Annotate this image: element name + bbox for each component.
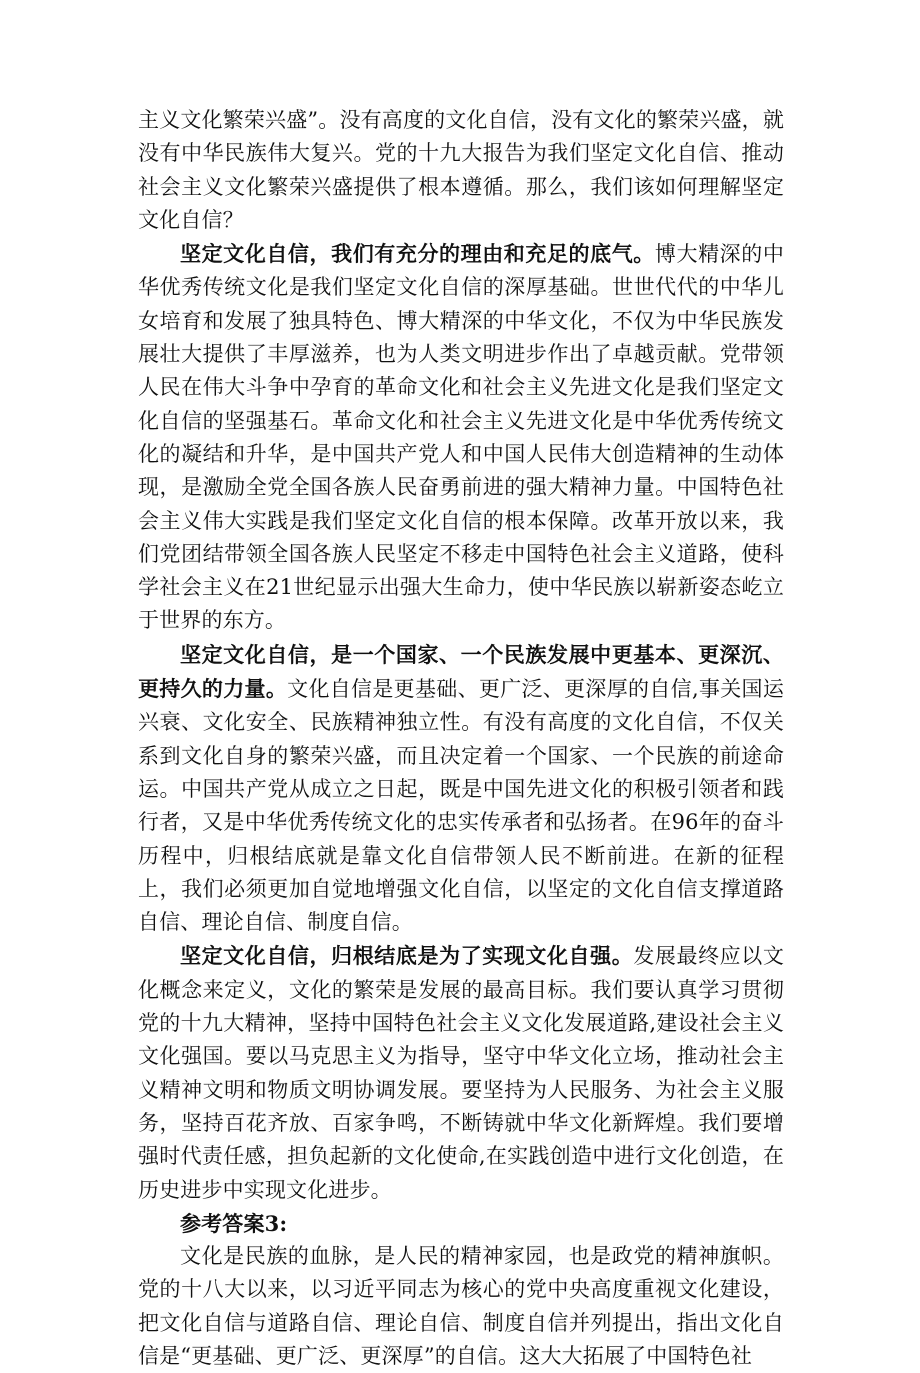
paragraph-text: 主义文化繁荣兴盛”。没有高度的文化自信，没有文化的繁荣兴盛，就没有中华民族伟大复兴。党的十九大报告为我们坚定文化自信、推动社会主义文化繁荣兴盛提供了根本遵循。那么，我们该如何理解坚定文化自信？ <box>138 108 784 232</box>
answer-heading: 参考答案3: <box>180 1210 288 1236</box>
paragraph-answer-3: 文化是民族的血脉，是人民的精神家园，也是政党的精神旗帜。党的十八大以来，以习近平同志为核心的党中央高度重视文化建设，把文化自信与道路自信、理论自信、制度自信并列提出，指出文化自信是“更基础、更广泛、更深厚”的自信。这大大拓展了中国特色社 <box>138 1244 784 1368</box>
paragraph-deeper-force <box>138 638 784 940</box>
paragraph-text: 发展最终应以文化概念来定义，文化的繁荣是发展的最高目标。我们要认真学习贯彻党的十九大精神，坚持中国特色社会主义文化发展道路,建设社会主义文化强国。要以马克思主义为指导，坚守中华文化立场，推动社会主义精神文明和物质文明协调发展。要坚持为人民服务、为社会主义服务，坚持百花齐放、百家争鸣，不断铸就中华文化新辉煌。我们要增强时代责任感，担负起新的文化使命,在实践创造中进行文化创造，在历史进步中实现文化进步。 <box>138 944 784 1202</box>
paragraph-cultural-strength <box>138 939 784 1206</box>
document-page <box>138 104 784 1373</box>
paragraph-intro <box>138 104 784 237</box>
paragraph-lead: 坚定文化自信，归根结底是为了实现文化自强。 <box>180 943 634 969</box>
paragraph-lead: 坚定文化自信，是一个国家、一个民族发展中更基本、更深沉、更持久的力量。 <box>138 641 784 702</box>
paragraph-text: 博大精深的中华优秀传统文化是我们坚定文化自信的深厚基础。世世代代的中华儿女培育和发展了独具特色、博大精深的中华文化，不仅为中华民族发展壮大提供了丰厚滋养，也为人类文明进步作出了卓越贡献。党带领人民在伟大斗争中孕育的革命文化和社会主义先进文化是我们坚定文化自信的坚强基石。革命文化和社会主义先进文化是中华优秀传统文化的凝结和升华，是中国共产党人和中国人民伟大创造精神的生动体现，是激励全党全国各族人民奋勇前进的强大精神力量。中国特色社会主义伟大实践是我们坚定文化自信的根本保障。改革开放以来，我们党团结带领全国各族人民坚定不移走中国特色社会主义道路，使科学社会主义在21世纪显示出强大生命力，使中华民族以崭新姿态屹立于世界的东方。 <box>138 242 784 633</box>
paragraph-solid-reasons <box>138 237 784 638</box>
paragraph-text: 文化自信是更基础、更广泛、更深厚的自信,事关国运兴衰、文化安全、民族精神独立性。有没有高度的文化自信，不仅关系到文化自身的繁荣兴盛，而且决定着一个国家、一个民族的前途命运。中国共产党从成立之日起，既是中国先进文化的积极引领者和践行者，又是中华优秀传统文化的忠实传承者和弘扬者。在96年的奋斗历程中，归根结底就是靠文化自信带领人民不断前进。在新的征程上，我们必须更加自觉地增强文化自信，以坚定的文化自信支撑道路自信、理论自信、制度自信。 <box>138 677 784 935</box>
paragraph-lead: 坚定文化自信，我们有充分的理由和充足的底气。 <box>180 241 655 267</box>
